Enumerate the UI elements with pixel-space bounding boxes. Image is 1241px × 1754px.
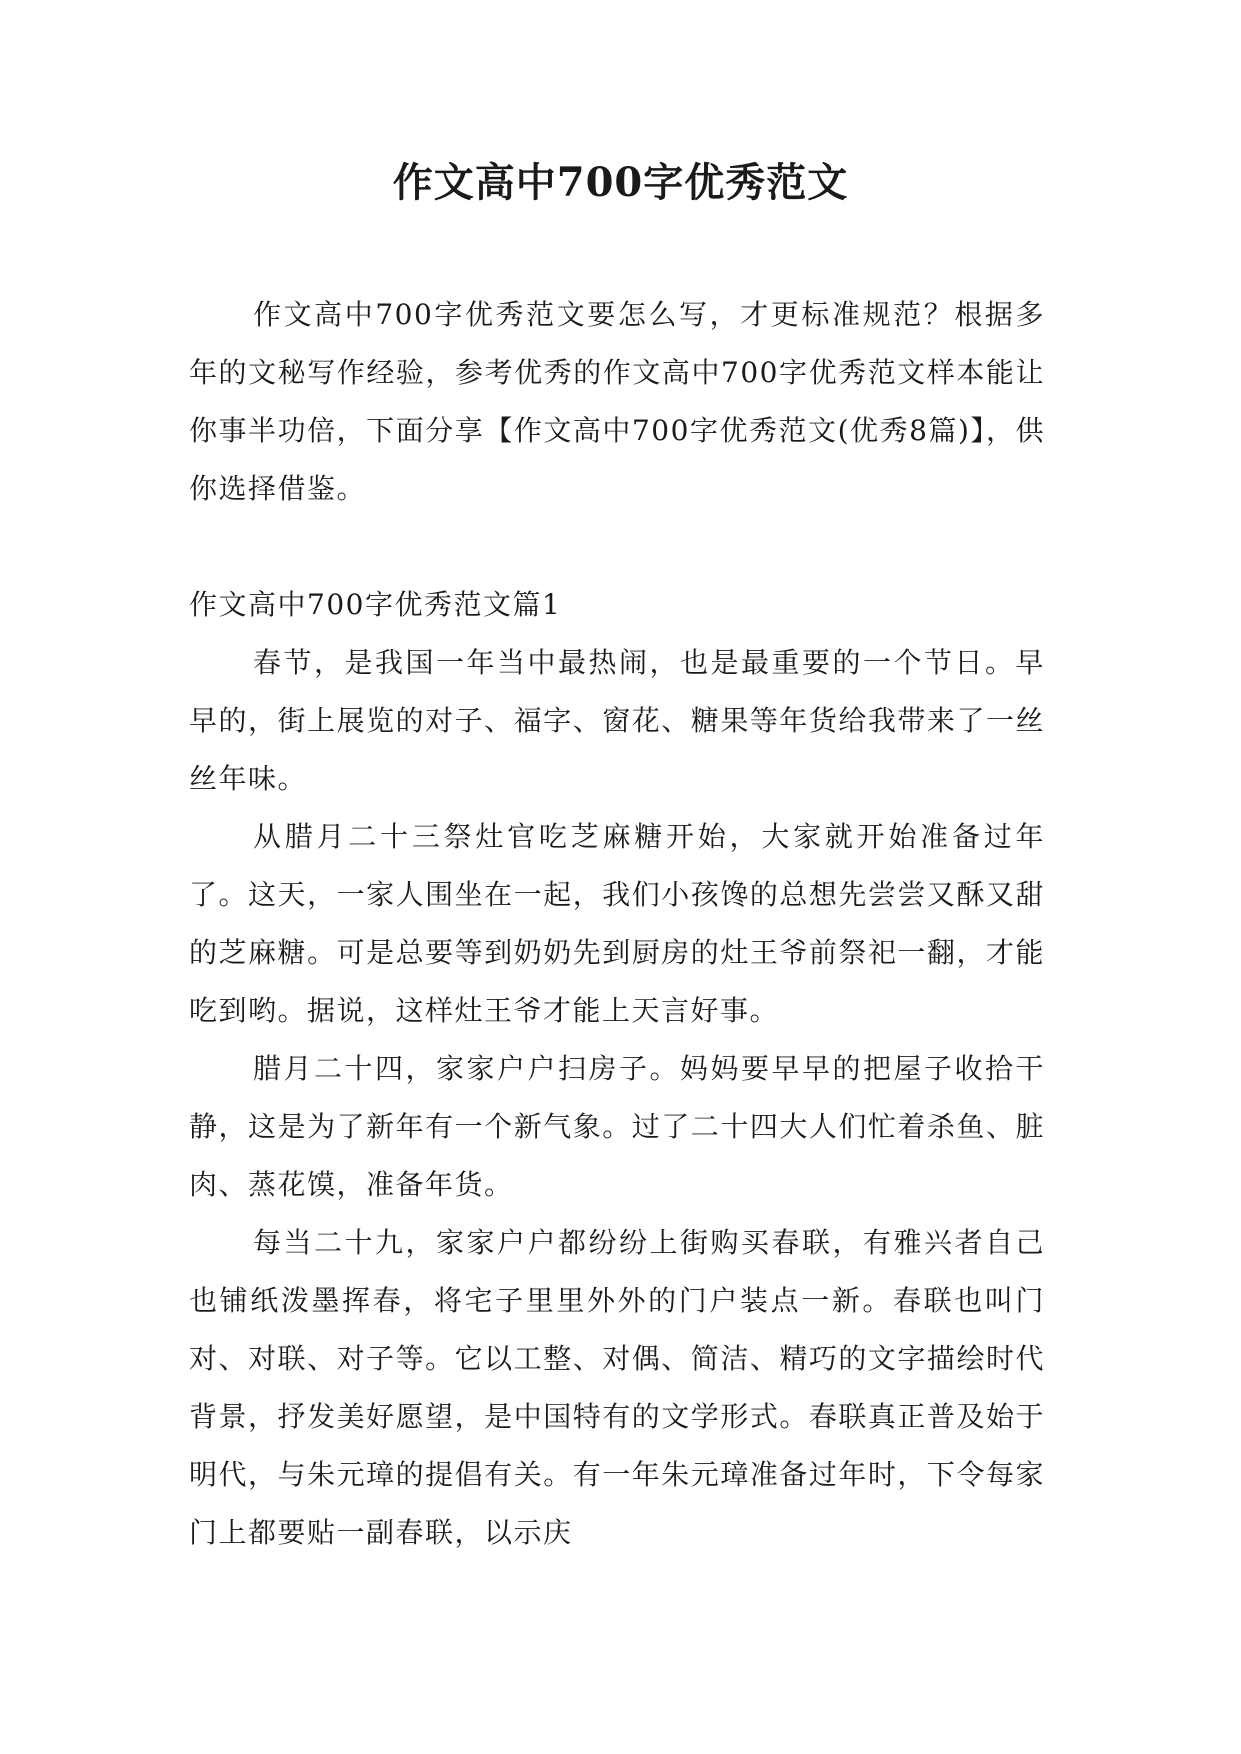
body-paragraph-4: 每当二十九，家家户户都纷纷上街购买春联，有雅兴者自己也铺纸泼墨挥春，将宅子里里外外的门户装点一新。春联也叫门对、对联、对子等。它以工整、对偶、简洁、精巧的文字描绘时代背景，抒发美好愿望，是中国特有的文学形式。春联真正普及始于明代，与朱元璋的提倡有关。有一年朱元璋准备过年时，下令每家门上都要贴一副春联，以示庆 <box>189 1226 1045 1549</box>
body-paragraph-3: 腊月二十四，家家户户扫房子。妈妈要早早的把屋子收拾干静，这是为了新年有一个新气象。过了二十四大人们忙着杀鱼、脏肉、蒸花馍，准备年货。 <box>189 1052 1045 1201</box>
body-paragraph-2: 从腊月二十三祭灶官吃芝麻糖开始，大家就开始准备过年了。这天，一家人围坐在一起，我们小孩馋的总想先尝尝又酥又甜的芝麻糖。可是总要等到奶奶先到厨房的灶王爷前祭祀一翻，才能吃到哟。据说，这样灶王爷才能上天言好事。 <box>189 820 1045 1027</box>
document-title: 作文高中700字优秀范文 <box>392 159 849 206</box>
body-paragraph-1: 春节，是我国一年当中最热闹，也是最重要的一个节日。早早的，街上展览的对子、福字、窗花、糖果等年货给我带来了一丝丝年味。 <box>189 646 1045 795</box>
section-heading: 作文高中700字优秀范文篇1 <box>189 588 562 621</box>
intro-paragraph: 作文高中700字优秀范文要怎么写，才更标准规范？根据多年的文秘写作经验，参考优秀的作文高中700字优秀范文样本能让你事半功倍，下面分享【作文高中700字优秀范文(优秀8篇)】，供你选择借鉴。 <box>189 298 1045 505</box>
